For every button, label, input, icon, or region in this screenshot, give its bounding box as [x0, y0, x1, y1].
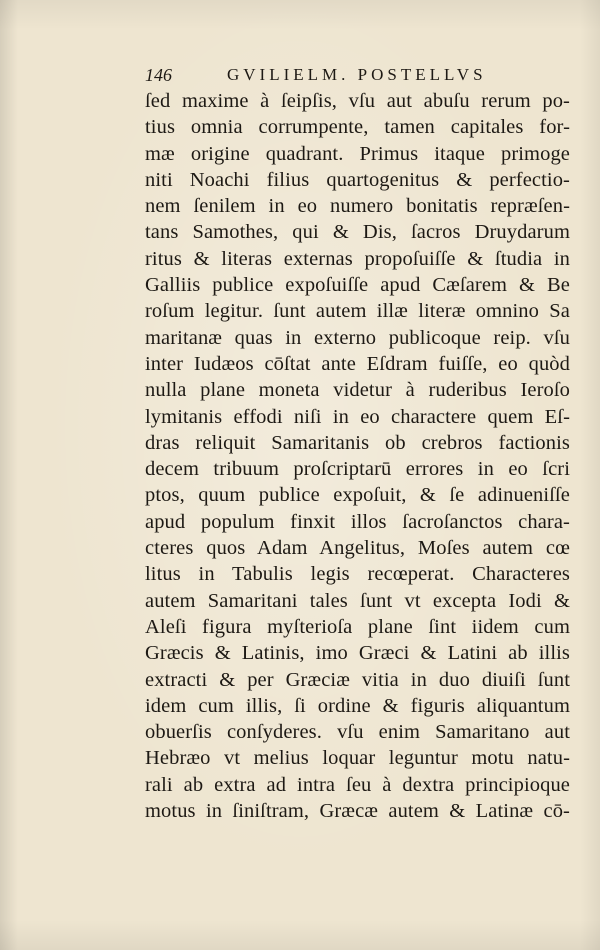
text-line: motus in ſiniſtram, Græcæ autem & Latinæ cō- — [145, 800, 570, 823]
text-line: niti Noachi filius quartogenitus & perfectio- — [145, 168, 570, 191]
text-line: Aleſi figura myſterioſa plane ſint iidem cum — [145, 615, 570, 638]
text-line: Hebræo vt melius loquar leguntur motu natu- — [145, 747, 570, 770]
text-line: Græcis & Latinis, imo Græci & Latini ab illis — [145, 642, 570, 665]
text-line: nem ſenilem in eo numero bonitatis repræſen- — [145, 195, 570, 218]
body-text — [145, 88, 570, 824]
text-line: roſum legitur. ſunt autem illæ literæ omnino Sa — [145, 300, 570, 323]
text-line: nulla plane moneta videtur à ruderibus Ieroſo — [145, 379, 570, 402]
text-line: tius omnia corrumpente, tamen capitales for- — [145, 116, 570, 139]
text-line: extracti & per Græciæ vitia in duo diuiſi ſunt — [145, 668, 570, 691]
text-line: dras reliquit Samaritanis ob crebros factionis — [145, 431, 570, 454]
text-line: ſed maxime à ſeipſis, vſu aut abuſu rerum po- — [145, 90, 570, 112]
page-number: 146 — [145, 64, 172, 85]
text-line: lymitanis effodi niſi in eo charactere quem Eſ- — [145, 405, 570, 428]
page-header — [145, 62, 565, 88]
text-line: tans Samothes, qui & Dis, ſacros Druydarum — [145, 221, 570, 244]
text-line: mæ origine quadrant. Primus itaque primoge — [145, 142, 570, 165]
text-line: decem tribuum proſcriptarū errores in eo ſcri — [145, 458, 570, 481]
text-line: ritus & literas externas propoſuiſſe & ſtudia in — [145, 247, 570, 270]
text-line: autem Samaritani tales ſunt vt excepta Iodi & — [145, 589, 570, 612]
text-line: cteres quos Adam Angelitus, Moſes autem cœ — [145, 537, 570, 560]
text-line: Galliis publice expoſuiſſe apud Cæſarem & Be — [145, 274, 570, 297]
text-line: rali ab extra ad intra ſeu à dextra principioque — [145, 773, 570, 796]
running-head: GVILIELM. POSTELLVS — [227, 65, 487, 84]
text-line: apud populum finxit illos ſacroſanctos chara- — [145, 510, 570, 533]
text-line: obuerſis conſyderes. vſu enim Samaritano aut — [145, 721, 570, 744]
text-line: litus in Tabulis legis recœperat. Characteres — [145, 563, 570, 586]
text-line: ptos, quum publice expoſuit, & ſe adinueniſſe — [145, 484, 570, 507]
text-line: maritanæ quas in externo publicoque reip. vſu — [145, 326, 570, 349]
text-line: inter Iudæos cōſtat ante Eſdram fuiſſe, eo quòd — [145, 352, 570, 375]
text-line: idem cum illis, ſi ordine & figuris aliquantum — [145, 694, 570, 717]
